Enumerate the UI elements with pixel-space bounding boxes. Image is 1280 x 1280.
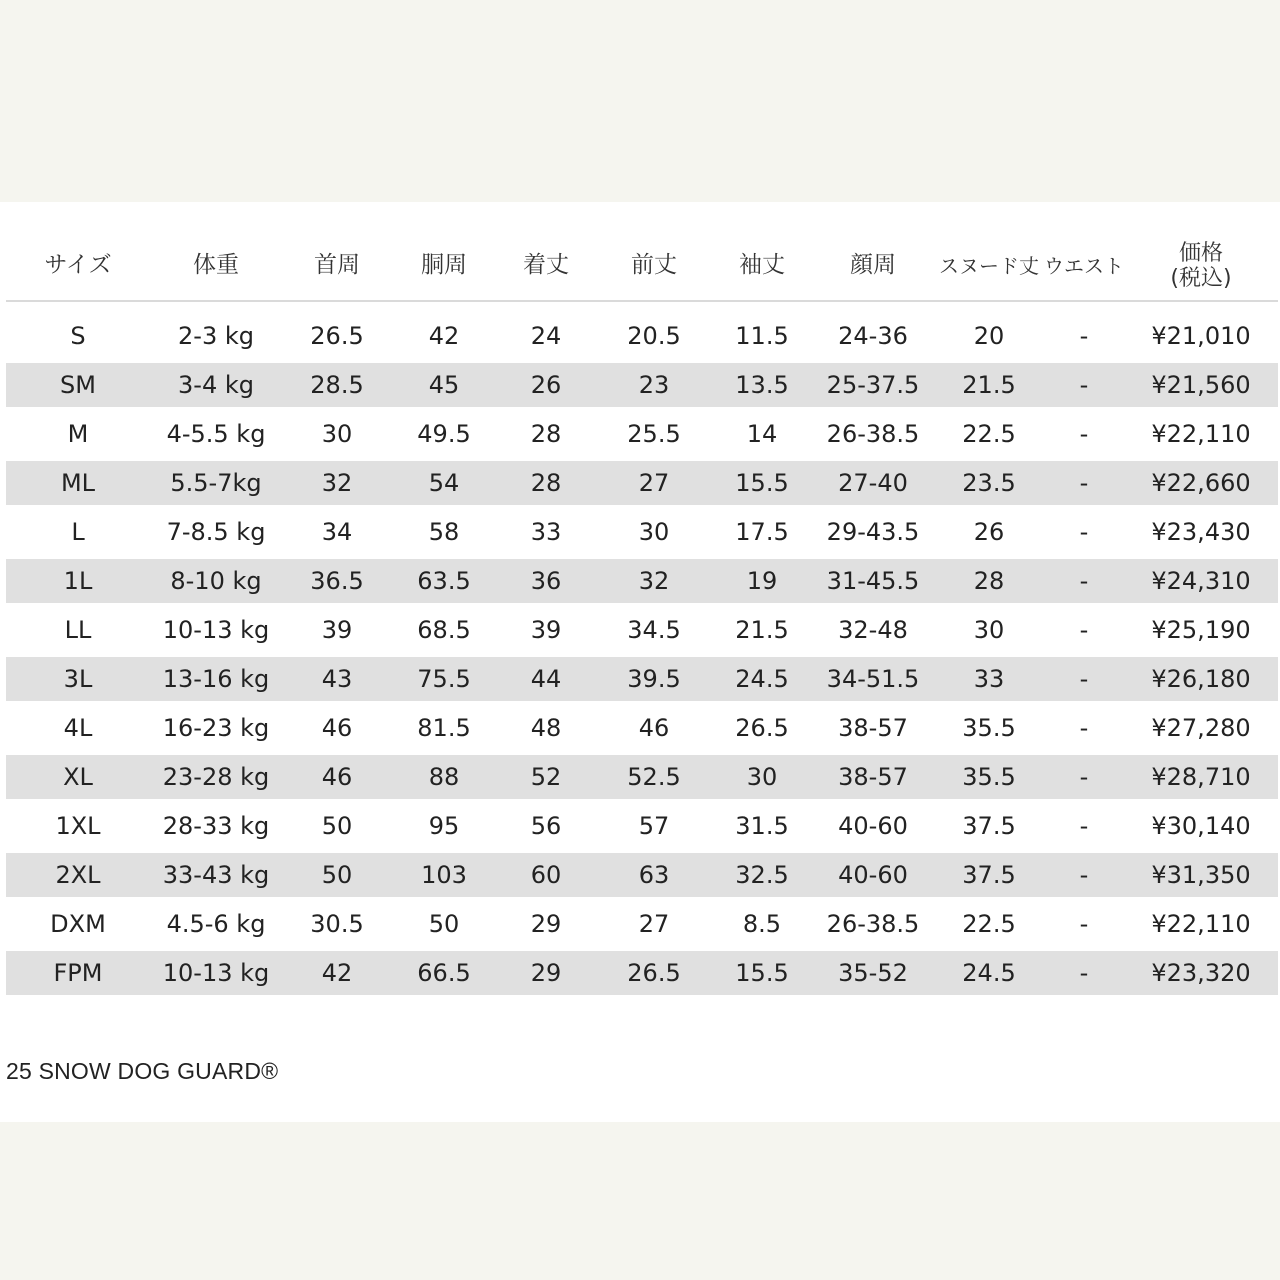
header-price-label: 価格 (1178, 240, 1223, 266)
cell-price: ¥22,110 (1151, 910, 1251, 938)
cell-chest: 63.5 (417, 567, 471, 595)
header-price-tax: (税込) (1170, 266, 1232, 291)
cell-sleeve: 21.5 (735, 616, 789, 644)
header-face: 顔周 (850, 252, 896, 279)
cell-face: 38-57 (838, 714, 908, 742)
cell-size: L (71, 518, 85, 546)
cell-front-length: 20.5 (627, 322, 681, 350)
cell-neck: 50 (321, 861, 353, 889)
cell-length: 24 (530, 322, 562, 350)
cell-length: 48 (530, 714, 562, 742)
table-row (6, 902, 1278, 946)
table-row (6, 804, 1278, 848)
cell-face: 29-43.5 (826, 518, 920, 546)
cell-price: ¥21,560 (1151, 371, 1251, 399)
cell-chest: 81.5 (417, 714, 471, 742)
cell-length: 36 (530, 567, 562, 595)
cell-price: ¥30,140 (1151, 812, 1251, 840)
cell-face: 40-60 (838, 812, 908, 840)
cell-waist: - (1079, 322, 1089, 350)
header-chest: 胴周 (421, 252, 467, 279)
header-price (1124, 232, 1278, 300)
cell-price: ¥24,310 (1151, 567, 1251, 595)
cell-length: 56 (530, 812, 562, 840)
cell-chest: 75.5 (417, 665, 471, 693)
cell-waist: - (1079, 420, 1089, 448)
cell-chest: 88 (428, 763, 460, 791)
cell-front-length: 26.5 (627, 959, 681, 987)
table-row (6, 363, 1278, 407)
cell-size: FPM (53, 959, 103, 987)
cell-weight: 4.5-6 kg (166, 910, 266, 938)
cell-price: ¥27,280 (1151, 714, 1251, 742)
cell-waist: - (1079, 518, 1089, 546)
cell-snood: 26 (973, 518, 1005, 546)
cell-face: 31-45.5 (826, 567, 920, 595)
cell-chest: 103 (421, 861, 467, 889)
cell-snood: 24.5 (962, 959, 1016, 987)
cell-sleeve: 15.5 (735, 469, 789, 497)
cell-weight: 33-43 kg (162, 861, 270, 889)
table-row (6, 461, 1278, 505)
cell-length: 26 (530, 371, 562, 399)
cell-waist: - (1079, 714, 1089, 742)
cell-chest: 49.5 (417, 420, 471, 448)
table-row (6, 951, 1278, 995)
cell-weight: 4-5.5 kg (166, 420, 266, 448)
cell-face: 40-60 (838, 861, 908, 889)
cell-sleeve: 17.5 (735, 518, 789, 546)
cell-front-length: 46 (638, 714, 670, 742)
cell-length: 60 (530, 861, 562, 889)
cell-front-length: 30 (638, 518, 670, 546)
cell-sleeve: 14 (746, 420, 778, 448)
cell-neck: 50 (321, 812, 353, 840)
cell-price: ¥22,110 (1151, 420, 1251, 448)
cell-waist: - (1079, 616, 1089, 644)
cell-length: 29 (530, 959, 562, 987)
cell-snood: 28 (973, 567, 1005, 595)
cell-snood: 35.5 (962, 714, 1016, 742)
cell-weight: 7-8.5 kg (166, 518, 266, 546)
cell-sleeve: 26.5 (735, 714, 789, 742)
cell-chest: 42 (428, 322, 460, 350)
cell-front-length: 39.5 (627, 665, 681, 693)
cell-waist: - (1079, 861, 1089, 889)
cell-sleeve: 13.5 (735, 371, 789, 399)
cell-size: 1L (63, 567, 93, 595)
cell-face: 35-52 (838, 959, 908, 987)
cell-front-length: 63 (638, 861, 670, 889)
header-snood: スヌード丈 (939, 254, 1039, 278)
cell-sleeve: 15.5 (735, 959, 789, 987)
header-length: 着丈 (523, 252, 569, 279)
cell-snood: 35.5 (962, 763, 1016, 791)
cell-length: 28 (530, 469, 562, 497)
header-weight: 体重 (193, 252, 239, 279)
cell-sleeve: 8.5 (742, 910, 782, 938)
cell-snood: 33 (973, 665, 1005, 693)
cell-face: 27-40 (838, 469, 908, 497)
cell-neck: 30 (321, 420, 353, 448)
table-row (6, 853, 1278, 897)
cell-sleeve: 19 (746, 567, 778, 595)
cell-snood: 20 (973, 322, 1005, 350)
cell-snood: 21.5 (962, 371, 1016, 399)
cell-waist: - (1079, 763, 1089, 791)
cell-front-length: 23 (638, 371, 670, 399)
cell-neck: 46 (321, 763, 353, 791)
cell-waist: - (1079, 959, 1089, 987)
cell-size: LL (64, 616, 92, 644)
cell-neck: 28.5 (310, 371, 364, 399)
table-row (6, 706, 1278, 750)
cell-face: 25-37.5 (826, 371, 920, 399)
cell-face: 24-36 (838, 322, 908, 350)
header-waist: ウエスト (1044, 254, 1124, 278)
cell-neck: 32 (321, 469, 353, 497)
cell-chest: 54 (428, 469, 460, 497)
cell-weight: 10-13 kg (162, 616, 270, 644)
header-sleeve: 袖丈 (739, 252, 785, 279)
cell-length: 39 (530, 616, 562, 644)
header-neck: 首周 (314, 252, 360, 279)
cell-waist: - (1079, 910, 1089, 938)
cell-price: ¥23,430 (1151, 518, 1251, 546)
cell-face: 32-48 (838, 616, 908, 644)
cell-price: ¥23,320 (1151, 959, 1251, 987)
cell-chest: 45 (428, 371, 460, 399)
table-row (6, 657, 1278, 701)
table-header (6, 232, 1278, 302)
cell-price: ¥21,010 (1151, 322, 1251, 350)
cell-waist: - (1079, 665, 1089, 693)
cell-price: ¥28,710 (1151, 763, 1251, 791)
cell-size: SM (60, 371, 96, 399)
cell-sleeve: 24.5 (735, 665, 789, 693)
cell-neck: 26.5 (310, 322, 364, 350)
cell-length: 29 (530, 910, 562, 938)
cell-neck: 43 (321, 665, 353, 693)
cell-length: 28 (530, 420, 562, 448)
cell-chest: 68.5 (417, 616, 471, 644)
cell-size: M (67, 420, 89, 448)
cell-snood: 37.5 (962, 812, 1016, 840)
cell-waist: - (1079, 567, 1089, 595)
cell-front-length: 25.5 (627, 420, 681, 448)
cell-sleeve: 30 (746, 763, 778, 791)
cell-weight: 5.5-7kg (170, 469, 262, 497)
cell-face: 26-38.5 (826, 420, 920, 448)
cell-price: ¥31,350 (1151, 861, 1251, 889)
cell-weight: 2-3 kg (178, 322, 254, 350)
cell-neck: 36.5 (310, 567, 364, 595)
cell-weight: 3-4 kg (178, 371, 254, 399)
cell-weight: 28-33 kg (162, 812, 270, 840)
cell-face: 26-38.5 (826, 910, 920, 938)
cell-price: ¥25,190 (1151, 616, 1251, 644)
cell-size: 3L (63, 665, 93, 693)
table-row (6, 755, 1278, 799)
cell-snood: 22.5 (962, 910, 1016, 938)
cell-size: 1XL (55, 812, 101, 840)
table-row (6, 412, 1278, 456)
cell-sleeve: 31.5 (735, 812, 789, 840)
cell-neck: 42 (321, 959, 353, 987)
cell-length: 33 (530, 518, 562, 546)
header-front-length: 前丈 (631, 252, 677, 279)
cell-face: 38-57 (838, 763, 908, 791)
cell-chest: 50 (428, 910, 460, 938)
table-row (6, 608, 1278, 652)
cell-neck: 39 (321, 616, 353, 644)
cell-size: 4L (63, 714, 93, 742)
cell-weight: 10-13 kg (162, 959, 270, 987)
cell-size: DXM (50, 910, 106, 938)
cell-weight: 13-16 kg (162, 665, 270, 693)
cell-neck: 30.5 (310, 910, 364, 938)
table-row (6, 510, 1278, 554)
cell-size: 2XL (55, 861, 101, 889)
cell-snood: 37.5 (962, 861, 1016, 889)
cell-neck: 46 (321, 714, 353, 742)
cell-length: 52 (530, 763, 562, 791)
cell-weight: 23-28 kg (162, 763, 270, 791)
cell-length: 44 (530, 665, 562, 693)
cell-snood: 22.5 (962, 420, 1016, 448)
cell-front-length: 57 (638, 812, 670, 840)
cell-waist: - (1079, 469, 1089, 497)
cell-snood: 30 (973, 616, 1005, 644)
cell-sleeve: 32.5 (735, 861, 789, 889)
cell-chest: 58 (428, 518, 460, 546)
header-size: サイズ (44, 252, 112, 279)
cell-weight: 16-23 kg (162, 714, 270, 742)
cell-price: ¥26,180 (1151, 665, 1251, 693)
table-row (6, 559, 1278, 603)
product-name: 25 SNOW DOG GUARD® (6, 1058, 279, 1084)
cell-front-length: 52.5 (627, 763, 681, 791)
cell-neck: 34 (321, 518, 353, 546)
cell-size: ML (60, 469, 96, 497)
cell-sleeve: 11.5 (735, 322, 789, 350)
cell-front-length: 32 (638, 567, 670, 595)
size-chart-panel (0, 202, 1280, 1122)
cell-chest: 66.5 (417, 959, 471, 987)
cell-waist: - (1079, 371, 1089, 399)
cell-waist: - (1079, 812, 1089, 840)
cell-chest: 95 (428, 812, 460, 840)
cell-front-length: 34.5 (627, 616, 681, 644)
cell-size: S (70, 322, 86, 350)
cell-snood: 23.5 (962, 469, 1016, 497)
cell-front-length: 27 (638, 469, 670, 497)
cell-size: XL (63, 763, 93, 791)
cell-face: 34-51.5 (826, 665, 920, 693)
cell-weight: 8-10 kg (170, 567, 262, 595)
cell-price: ¥22,660 (1151, 469, 1251, 497)
table-row (6, 314, 1278, 358)
table-body (6, 314, 1278, 1000)
cell-front-length: 27 (638, 910, 670, 938)
